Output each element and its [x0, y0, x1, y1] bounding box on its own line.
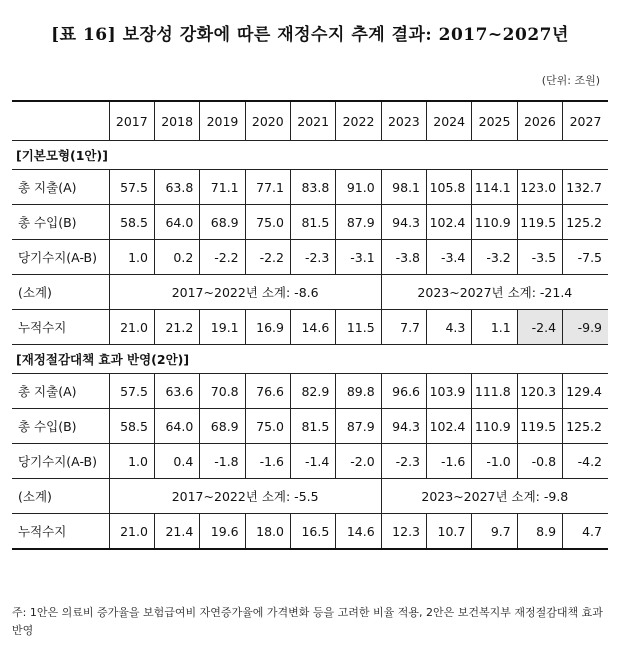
row-label: 총 수입(B) — [12, 409, 109, 444]
table-row — [12, 205, 608, 240]
table-row — [12, 444, 608, 479]
value-cell: 94.3 — [381, 409, 426, 444]
year-header: 2027 — [563, 101, 608, 141]
header-corner — [12, 101, 109, 141]
value-cell: -3.8 — [381, 240, 426, 275]
table-title: [표 16] 보장성 강화에 따른 재정수지 추계 결과: 2017~2027년 — [51, 25, 569, 45]
table-row — [12, 170, 608, 205]
table-row — [12, 374, 608, 409]
value-cell: 87.9 — [336, 409, 381, 444]
value-cell: 8.9 — [517, 514, 562, 550]
value-cell: 64.0 — [154, 409, 199, 444]
value-cell: 110.9 — [472, 409, 517, 444]
value-cell: 14.6 — [290, 310, 335, 345]
cumulative-row — [12, 310, 608, 345]
row-label: 총 수입(B) — [12, 205, 109, 240]
value-cell: -2.2 — [245, 240, 290, 275]
value-cell: -2.3 — [290, 240, 335, 275]
value-cell: -2.0 — [336, 444, 381, 479]
value-cell: 63.6 — [154, 374, 199, 409]
table-row — [12, 409, 608, 444]
value-cell: 1.0 — [109, 240, 154, 275]
year-header: 2026 — [517, 101, 562, 141]
value-cell: 9.7 — [472, 514, 517, 550]
value-cell: 132.7 — [563, 170, 608, 205]
year-header: 2018 — [154, 101, 199, 141]
year-header: 2024 — [427, 101, 472, 141]
value-cell: 111.8 — [472, 374, 517, 409]
value-cell: 129.4 — [563, 374, 608, 409]
value-cell: 120.3 — [517, 374, 562, 409]
value-cell: -1.0 — [472, 444, 517, 479]
row-label: 당기수지(A-B) — [12, 240, 109, 275]
value-cell: -7.5 — [563, 240, 608, 275]
year-header: 2022 — [336, 101, 381, 141]
value-cell: 103.9 — [427, 374, 472, 409]
value-cell: -3.1 — [336, 240, 381, 275]
subtotal-label: (소계) — [12, 479, 109, 514]
value-cell: 70.8 — [200, 374, 245, 409]
year-header: 2023 — [381, 101, 426, 141]
value-cell: 21.0 — [109, 514, 154, 550]
value-cell: 58.5 — [109, 205, 154, 240]
value-cell: 114.1 — [472, 170, 517, 205]
subtotal-first-period: 2017~2022년 소계: -5.5 — [109, 479, 381, 514]
value-cell: 63.8 — [154, 170, 199, 205]
value-cell: 89.8 — [336, 374, 381, 409]
value-cell: 110.9 — [472, 205, 517, 240]
value-cell: 125.2 — [563, 409, 608, 444]
value-cell: -1.8 — [200, 444, 245, 479]
value-cell: 16.5 — [290, 514, 335, 550]
subtotal-row — [12, 479, 608, 514]
value-cell: 81.5 — [290, 409, 335, 444]
value-cell: -1.4 — [290, 444, 335, 479]
value-cell: 21.4 — [154, 514, 199, 550]
row-label: 총 지출(A) — [12, 170, 109, 205]
value-cell: 57.5 — [109, 170, 154, 205]
value-cell: 21.0 — [109, 310, 154, 345]
value-cell: 4.7 — [563, 514, 608, 550]
fiscal-balance-table — [12, 100, 608, 550]
value-cell: -9.9 — [563, 310, 608, 345]
value-cell: 82.9 — [290, 374, 335, 409]
value-cell: 75.0 — [245, 205, 290, 240]
value-cell: 19.1 — [200, 310, 245, 345]
value-cell: 1.0 — [109, 444, 154, 479]
value-cell: 1.1 — [472, 310, 517, 345]
value-cell: 21.2 — [154, 310, 199, 345]
value-cell: 11.5 — [336, 310, 381, 345]
value-cell: -0.8 — [517, 444, 562, 479]
value-cell: -3.4 — [427, 240, 472, 275]
value-cell: 102.4 — [427, 205, 472, 240]
value-cell: -1.6 — [427, 444, 472, 479]
value-cell: 91.0 — [336, 170, 381, 205]
value-cell: 64.0 — [154, 205, 199, 240]
value-cell: 12.3 — [381, 514, 426, 550]
value-cell: 119.5 — [517, 409, 562, 444]
value-cell: -2.2 — [200, 240, 245, 275]
value-cell: -1.6 — [245, 444, 290, 479]
value-cell: 19.6 — [200, 514, 245, 550]
section-header — [12, 141, 608, 170]
value-cell: 68.9 — [200, 205, 245, 240]
value-cell: -2.4 — [517, 310, 562, 345]
value-cell: 76.6 — [245, 374, 290, 409]
subtotal-first-period: 2017~2022년 소계: -8.6 — [109, 275, 381, 310]
section-title: [재정절감대책 효과 반영(2안)] — [12, 345, 608, 374]
value-cell: -3.5 — [517, 240, 562, 275]
value-cell: 98.1 — [381, 170, 426, 205]
value-cell: 105.8 — [427, 170, 472, 205]
table-row — [12, 240, 608, 275]
value-cell: 58.5 — [109, 409, 154, 444]
value-cell: 7.7 — [381, 310, 426, 345]
row-label: 누적수지 — [12, 514, 109, 550]
value-cell: 94.3 — [381, 205, 426, 240]
subtotal-second-period: 2023~2027년 소계: -9.8 — [381, 479, 608, 514]
value-cell: 83.8 — [290, 170, 335, 205]
year-header: 2017 — [109, 101, 154, 141]
value-cell: -2.3 — [381, 444, 426, 479]
year-header: 2025 — [472, 101, 517, 141]
value-cell: 102.4 — [427, 409, 472, 444]
value-cell: 4.3 — [427, 310, 472, 345]
value-cell: -3.2 — [472, 240, 517, 275]
value-cell: 81.5 — [290, 205, 335, 240]
value-cell: -4.2 — [563, 444, 608, 479]
unit-label: (단위: 조원) — [541, 74, 600, 87]
section-header — [12, 345, 608, 374]
value-cell: 71.1 — [200, 170, 245, 205]
year-header: 2021 — [290, 101, 335, 141]
value-cell: 18.0 — [245, 514, 290, 550]
value-cell: 14.6 — [336, 514, 381, 550]
subtotal-label: (소계) — [12, 275, 109, 310]
value-cell: 10.7 — [427, 514, 472, 550]
value-cell: 0.4 — [154, 444, 199, 479]
row-label: 누적수지 — [12, 310, 109, 345]
value-cell: 16.9 — [245, 310, 290, 345]
value-cell: 123.0 — [517, 170, 562, 205]
subtotal-second-period: 2023~2027년 소계: -21.4 — [381, 275, 608, 310]
row-label: 총 지출(A) — [12, 374, 109, 409]
value-cell: 125.2 — [563, 205, 608, 240]
value-cell: 77.1 — [245, 170, 290, 205]
value-cell: 68.9 — [200, 409, 245, 444]
section-title: [기본모형(1안)] — [12, 141, 608, 170]
value-cell: 75.0 — [245, 409, 290, 444]
cumulative-row — [12, 514, 608, 550]
value-cell: 0.2 — [154, 240, 199, 275]
subtotal-row — [12, 275, 608, 310]
year-header: 2019 — [200, 101, 245, 141]
value-cell: 87.9 — [336, 205, 381, 240]
row-label: 당기수지(A-B) — [12, 444, 109, 479]
value-cell: 119.5 — [517, 205, 562, 240]
header-row — [12, 101, 608, 141]
footnote: 주: 1안은 의료비 증가율을 보험급여비 자연증가율에 가격변화 등을 고려한 비율 적용, 2안은 보건복지부 재정절감대책 효과 반영 — [12, 606, 603, 637]
value-cell: 57.5 — [109, 374, 154, 409]
year-header: 2020 — [245, 101, 290, 141]
value-cell: 96.6 — [381, 374, 426, 409]
